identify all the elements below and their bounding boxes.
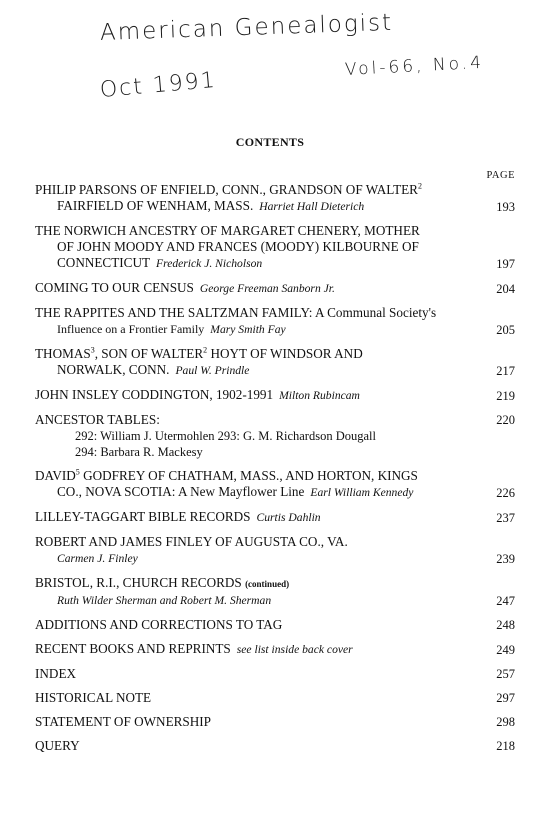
toc-entry[interactable] xyxy=(35,575,515,609)
entry-title: HISTORICAL NOTE xyxy=(35,690,152,705)
entry-page-number: 249 xyxy=(496,643,515,657)
entry-title-continued: CONNECTICUT Frederick J. Nicholson xyxy=(57,255,263,270)
toc-entry[interactable] xyxy=(35,280,515,297)
entry-page-number: 237 xyxy=(496,511,515,525)
entry-author: Harriet Hall Dieterich xyxy=(259,200,365,213)
entry-title: JOHN INSLEY CODDINGTON, 1902-1991 Milton Rubincam xyxy=(35,387,360,402)
toc-entry[interactable] xyxy=(35,509,515,526)
entry-author: Curtis Dahlin xyxy=(256,511,321,524)
toc-entry[interactable] xyxy=(35,223,515,272)
toc-entry[interactable] xyxy=(35,182,515,215)
entry-page-number: 298 xyxy=(496,715,515,729)
handwritten-volume: Vol-66, No.4 xyxy=(344,52,485,80)
entry-page-number: 239 xyxy=(496,552,515,566)
entry-title: THE NORWICH ANCESTRY OF MARGARET CHENERY, MOTHER xyxy=(35,223,420,238)
entry-subline: 292: William J. Utermohlen 293: G. M. Richardson Dougall xyxy=(75,429,376,443)
entry-author: Mary Smith Fay xyxy=(210,323,286,336)
entry-title: STATEMENT OF OWNERSHIP xyxy=(35,714,212,729)
entry-title-continued: NORWALK, CONN. Paul W. Prindle xyxy=(57,362,250,377)
entry-page-number: 197 xyxy=(496,257,515,271)
entry-title: PHILIP PARSONS OF ENFIELD, CONN., GRANDSON OF WALTER$^2$ xyxy=(35,181,422,197)
entry-title-continued: CO., NOVA SCOTIA: A New Mayflower Line Earl William Kennedy xyxy=(57,484,414,499)
entry-page-number: 193 xyxy=(496,200,515,214)
toc-entry[interactable] xyxy=(35,534,515,567)
entry-page-number: 219 xyxy=(496,389,515,403)
toc-entry[interactable] xyxy=(35,468,515,501)
toc-entry[interactable] xyxy=(35,690,515,706)
entry-title: ADDITIONS AND CORRECTIONS TO TAG xyxy=(35,617,283,632)
entry-page-number: 220 xyxy=(496,413,515,427)
entry-title: THE RAPPITES AND THE SALTZMAN FAMILY: A Communal Society's xyxy=(35,305,437,320)
entry-title: RECENT BOOKS AND REPRINTS see list inside back cover xyxy=(35,641,353,656)
entry-author-line xyxy=(35,550,471,567)
continued-note: (continued) xyxy=(245,579,290,589)
entry-page-number: 297 xyxy=(496,691,515,705)
entry-page-number: 257 xyxy=(496,667,515,681)
entry-title: QUERY xyxy=(35,738,80,753)
toc-entry[interactable] xyxy=(35,641,515,658)
toc-entry[interactable] xyxy=(35,666,515,682)
entry-title: LILLEY-TAGGART BIBLE RECORDS Curtis Dahlin xyxy=(35,509,321,524)
entry-page-number: 204 xyxy=(496,282,515,296)
toc-entry[interactable] xyxy=(35,714,515,730)
entry-author: Paul W. Prindle xyxy=(175,364,250,377)
page-column-header: PAGE xyxy=(486,170,515,181)
entry-title-continued: FAIRFIELD OF WENHAM, MASS. Harriet Hall Dieterich xyxy=(57,198,365,213)
entry-title: INDEX xyxy=(35,666,77,681)
entry-page-number: 205 xyxy=(496,323,515,337)
handwritten-date: Oct 1991 xyxy=(98,67,218,103)
toc-entry[interactable] xyxy=(35,617,515,633)
entry-title: COMING TO OUR CENSUS George Freeman Sanborn Jr. xyxy=(35,280,335,295)
entry-title-continued: OF JOHN MOODY AND FRANCES (MOODY) KILBOURNE OF xyxy=(57,239,419,254)
entry-author: Earl William Kennedy xyxy=(310,486,414,499)
entry-title: ANCESTOR TABLES: xyxy=(35,412,160,427)
entry-title: DAVID$^5$ GODFREY OF CHATHAM, MASS., AND HORTON, KINGS xyxy=(35,467,418,483)
entry-page-number: 226 xyxy=(496,486,515,500)
entry-author: Frederick J. Nicholson xyxy=(156,257,263,270)
handwritten-title: American Genealogist xyxy=(99,9,394,46)
toc-entry[interactable] xyxy=(35,387,515,404)
table-of-contents xyxy=(35,182,515,762)
entry-title: THOMAS$^3$, SON OF WALTER$^2$ HOYT OF WINDSOR AND xyxy=(35,345,363,361)
entry-author-line xyxy=(35,592,471,609)
toc-entry[interactable] xyxy=(35,738,515,754)
entry-title-continued: Influence on a Frontier Family Mary Smith Fay xyxy=(57,322,286,336)
contents-heading: CONTENTS xyxy=(235,135,305,149)
entry-title: BRISTOL, R.I., CHURCH RECORDS (continued) xyxy=(35,575,290,590)
toc-entry[interactable] xyxy=(35,346,515,379)
entry-page-number: 248 xyxy=(496,618,515,632)
entry-author: George Freeman Sanborn Jr. xyxy=(199,282,335,295)
toc-entry[interactable] xyxy=(35,305,515,338)
entry-subline: 294: Barbara R. Mackesy xyxy=(75,445,203,459)
entry-page-number: 218 xyxy=(496,739,515,753)
entry-author: see list inside back cover xyxy=(236,643,353,656)
entry-author: Milton Rubincam xyxy=(279,389,360,402)
entry-author: Carmen J. Finley xyxy=(57,552,138,565)
entry-page-number: 217 xyxy=(496,364,515,378)
entry-page-number: 247 xyxy=(496,594,515,608)
entry-title: ROBERT AND JAMES FINLEY OF AUGUSTA CO., VA. xyxy=(35,534,348,549)
entry-author: Ruth Wilder Sherman and Robert M. Sherman xyxy=(57,594,272,607)
toc-entry[interactable] xyxy=(35,412,515,460)
